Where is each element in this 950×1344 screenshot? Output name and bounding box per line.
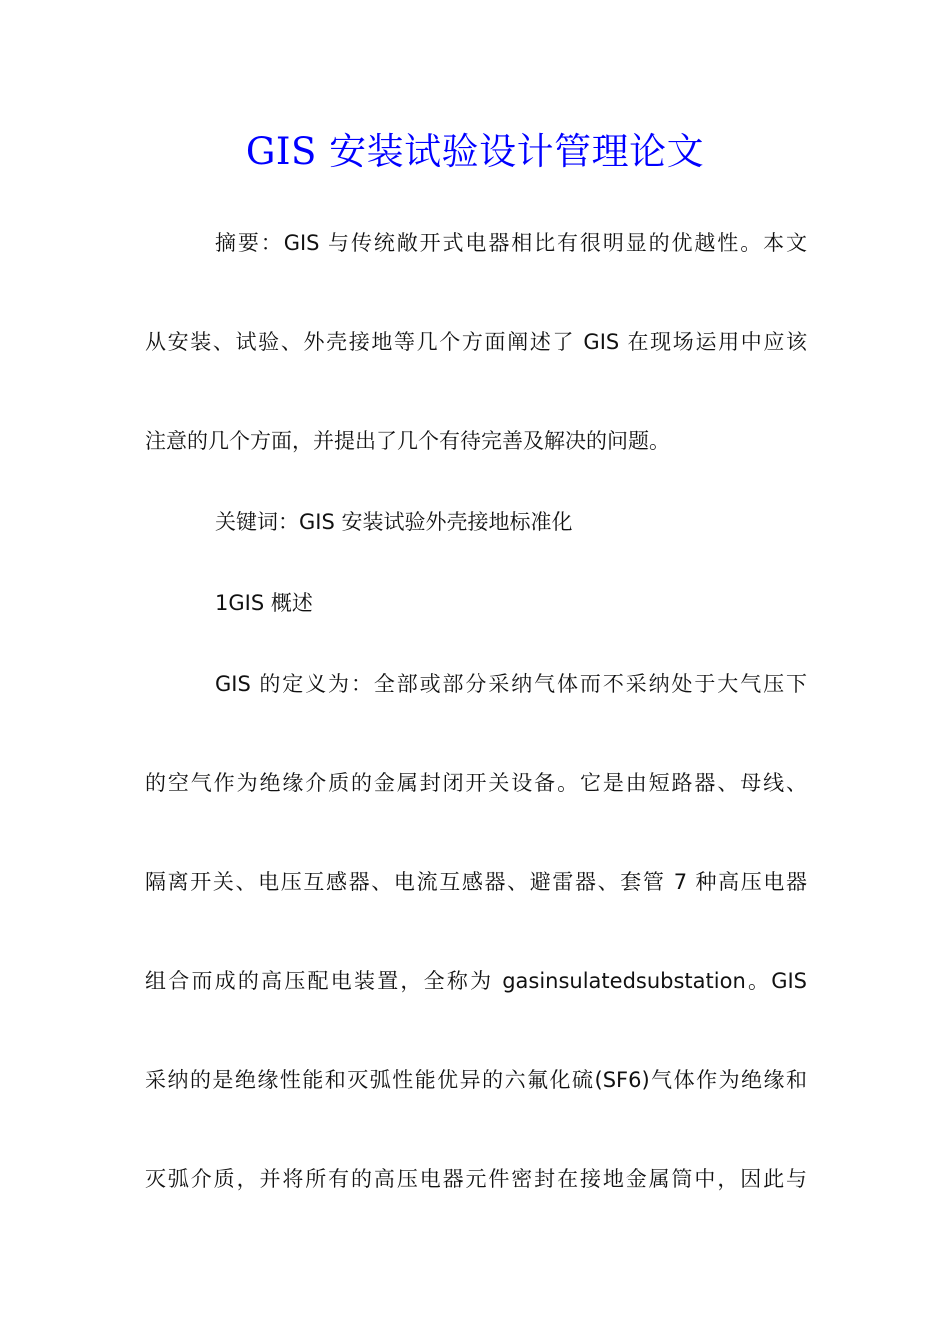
abstract-line-3: 注意的几个方面，并提出了几个有待完善及解决的问题。 <box>145 429 670 453</box>
body-line-6: 灭弧介质，并将所有的高压电器元件密封在接地金属筒中，因此与 <box>145 1167 807 1191</box>
abstract-line-1: 摘要：GIS 与传统敞开式电器相比有很明显的优越性。本文 <box>215 231 807 255</box>
keywords-line: 关键词：GIS 安装试验外壳接地标准化 <box>215 510 573 534</box>
body-line-5: 采纳的是绝缘性能和灭弧性能优异的六氟化硫(SF6)气体作为绝缘和 <box>145 1068 807 1092</box>
abstract-line-2: 从安装、试验、外壳接地等几个方面阐述了 GIS 在现场运用中应该 <box>145 330 807 354</box>
body-line-2: 的空气作为绝缘介质的金属封闭开关设备。它是由短路器、母线、 <box>145 771 807 795</box>
body-line-3: 隔离开关、电压互感器、电流互感器、避雷器、套管 7 种高压电器 <box>145 870 807 894</box>
body-line-4: 组合而成的高压配电装置，全称为 gasinsulatedsubstation。GIS <box>145 969 807 993</box>
document-title: GIS 安装试验设计管理论文 <box>245 130 705 173</box>
section-heading-1: 1GIS 概述 <box>215 591 313 615</box>
body-line-1: GIS 的定义为：全部或部分采纳气体而不采纳处于大气压下 <box>215 672 807 696</box>
